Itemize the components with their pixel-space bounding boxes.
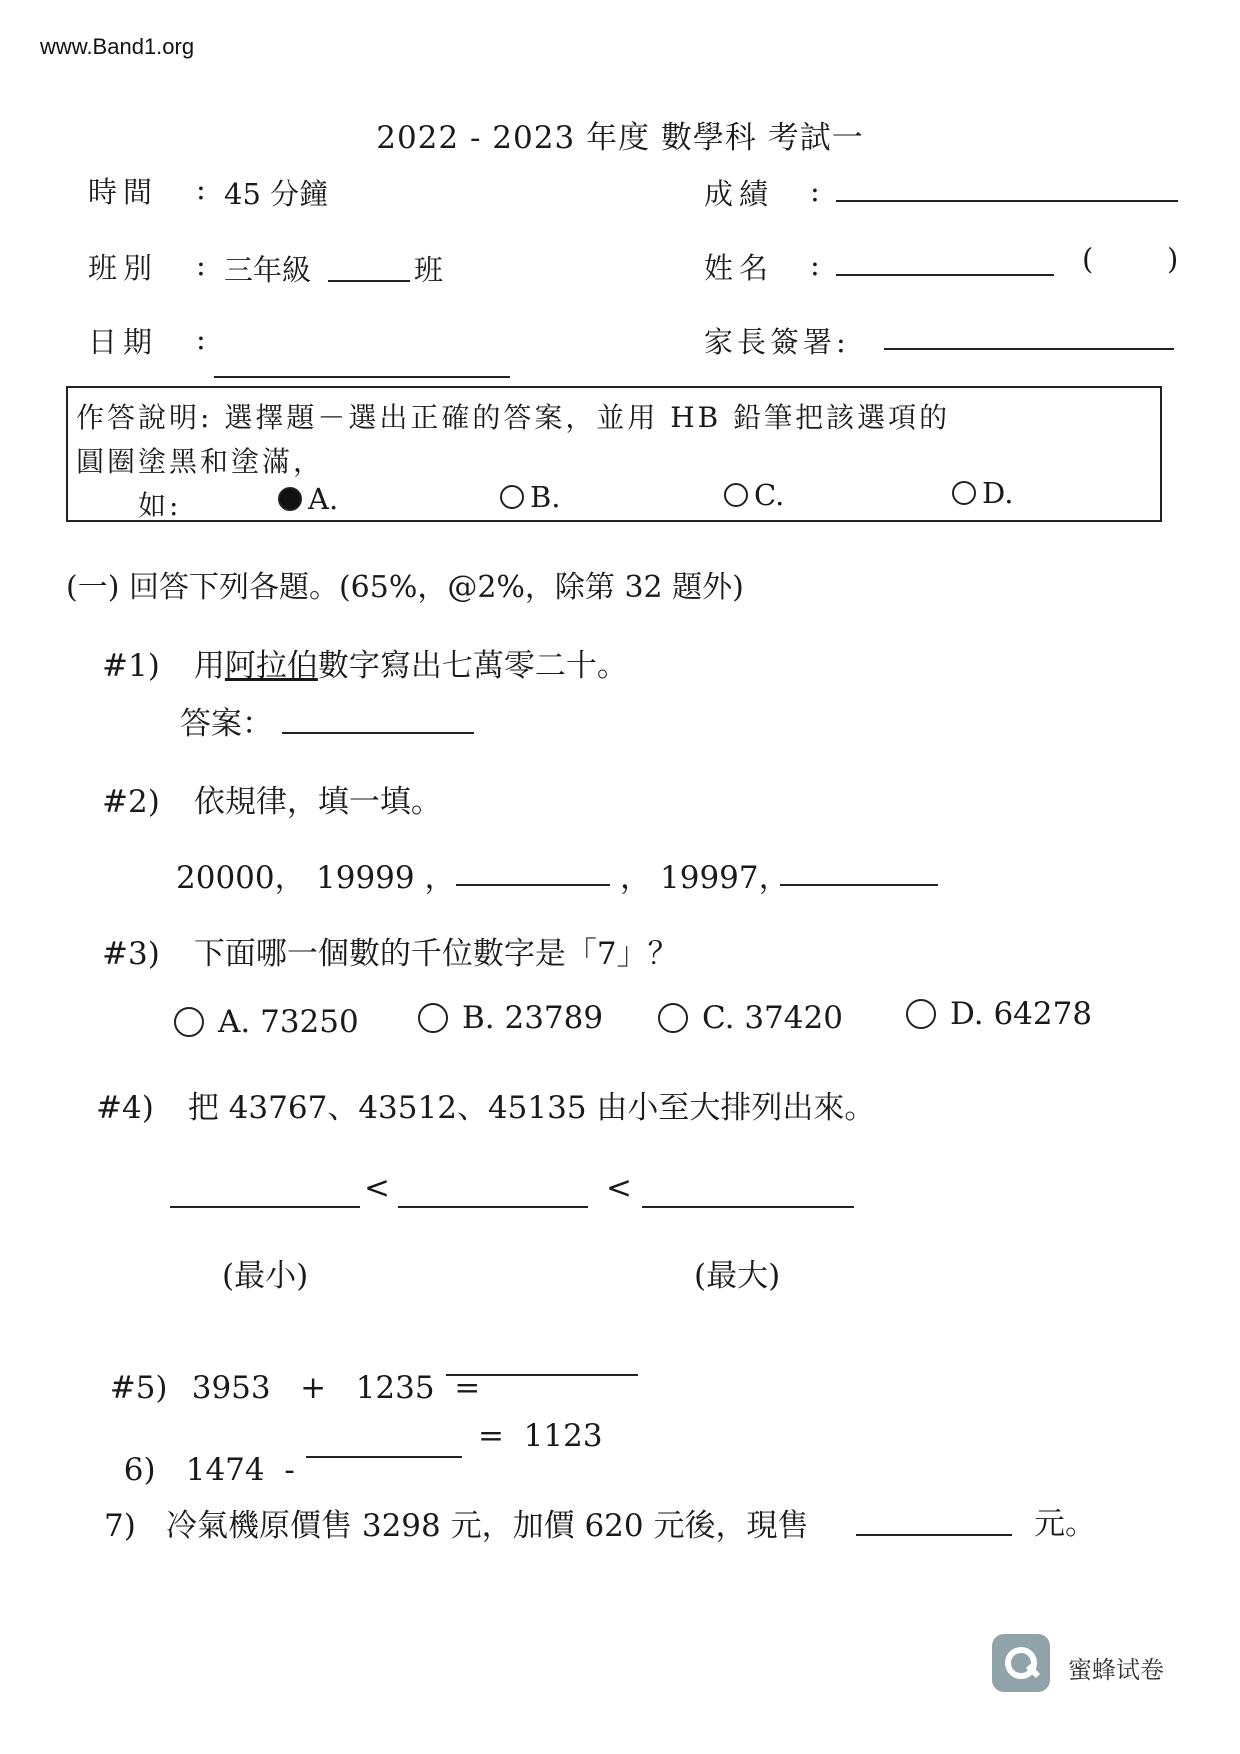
question-7-text: 冷氣機原價售 3298 元，加價 620 元後，現售 xyxy=(166,1508,809,1544)
example-option-b: B. xyxy=(500,480,561,514)
question-6-expression-pre: 1474 - xyxy=(185,1452,295,1488)
page-title: 2022 - 2023 年度 數學科 考試一 xyxy=(376,120,864,156)
example-option-c: C. xyxy=(724,478,784,512)
question-2-blank-1[interactable] xyxy=(456,884,610,886)
brand-name: 蜜蜂试卷 xyxy=(1068,1657,1164,1684)
score-label: 成績 xyxy=(704,177,775,211)
question-2-blank-2[interactable] xyxy=(780,884,938,886)
question-4-largest: (最大) xyxy=(694,1258,781,1294)
time-value: 45 分鐘 xyxy=(224,177,329,211)
name-line[interactable] xyxy=(836,274,1054,276)
section-heading: (一) 回答下列各題。(65%，@2%，除第 32 題外) xyxy=(66,570,744,605)
question-3-choice-c[interactable]: C. 37420 xyxy=(658,1000,843,1036)
time-colon: : xyxy=(196,172,206,206)
class-label: 班別 xyxy=(88,251,159,285)
class-suffix: 班 xyxy=(414,253,444,287)
question-1-answer-label: 答案： xyxy=(180,706,273,742)
question-5-expression: 3953 + 1235 = xyxy=(191,1370,481,1406)
question-7 xyxy=(104,1500,808,1545)
example-option-a: A. xyxy=(278,482,338,516)
question-4-text: 把 43767、43512、45135 由小至大排列出來。 xyxy=(187,1090,876,1126)
question-4-lt-1: < xyxy=(364,1170,390,1206)
question-2-text: 依規律，填一填。 xyxy=(193,784,442,820)
empty-circle-icon[interactable] xyxy=(174,1007,204,1037)
class-line[interactable] xyxy=(328,280,410,282)
question-4-blank-1[interactable] xyxy=(170,1206,360,1208)
name-colon: : xyxy=(810,248,820,282)
question-5-answer-line[interactable] xyxy=(446,1374,638,1376)
empty-circle-icon xyxy=(724,483,748,507)
date-line[interactable] xyxy=(214,376,510,378)
empty-circle-icon xyxy=(500,485,524,509)
question-3-text: 下面哪一個數的千位數字是「7」？ xyxy=(193,936,679,972)
question-4-blank-2[interactable] xyxy=(398,1206,588,1208)
instructions-line1: 作答說明: 選擇題－選出正確的答案，並用 HB 鉛筆把該選項的 xyxy=(76,401,951,434)
question-2-number: #2) xyxy=(102,784,160,820)
score-line[interactable] xyxy=(836,200,1178,202)
question-4-blank-3[interactable] xyxy=(642,1206,854,1208)
question-1-number: #1) xyxy=(102,648,160,684)
question-2 xyxy=(102,776,442,821)
parent-sign-line[interactable] xyxy=(884,348,1174,350)
question-5-number: #5) xyxy=(109,1370,168,1406)
question-7-answer-line[interactable] xyxy=(856,1534,1012,1536)
empty-circle-icon[interactable] xyxy=(658,1003,688,1033)
question-3-choice-b[interactable]: B. 23789 xyxy=(418,1000,603,1036)
question-1 xyxy=(102,640,628,685)
question-6-answer-line[interactable] xyxy=(306,1456,462,1458)
parent-sign-label: 家長簽署: xyxy=(704,325,850,359)
example-label: 如: xyxy=(138,489,182,522)
filled-circle-icon xyxy=(278,487,302,511)
question-7-number: 7) xyxy=(104,1508,136,1544)
site-url: www.Band1.org xyxy=(40,34,195,59)
question-5 xyxy=(90,1334,480,1406)
name-label: 姓名 xyxy=(704,251,775,285)
question-2-seq-2: 19999 ， xyxy=(316,860,456,896)
time-label: 時間 xyxy=(88,175,159,209)
question-3-number: #3) xyxy=(102,936,160,972)
question-1-text-underlined: 阿拉伯 xyxy=(224,648,318,684)
class-colon: : xyxy=(196,248,206,282)
question-2-seq-1: 20000， xyxy=(176,860,306,896)
question-4-smallest: (最小) xyxy=(222,1258,309,1294)
question-7-unit: 元。 xyxy=(1034,1506,1096,1542)
class-prefix: 三年級 xyxy=(224,253,312,287)
class-number-paren: ( ) xyxy=(1082,242,1179,276)
date-label: 日期 xyxy=(88,325,159,359)
question-1-text-post: 數字寫出七萬零二十。 xyxy=(317,648,628,684)
question-2-seq-4: 19997， xyxy=(660,860,790,896)
question-3-choice-d[interactable]: D. 64278 xyxy=(906,996,1092,1032)
score-colon: : xyxy=(810,174,820,208)
empty-circle-icon xyxy=(952,481,976,505)
example-option-d: D. xyxy=(952,476,1013,510)
question-2-seq-3: ， xyxy=(620,860,651,896)
question-3 xyxy=(102,928,679,973)
instructions-line2: 圓圈塗黑和塗滿， xyxy=(76,445,325,478)
question-1-answer-line[interactable] xyxy=(282,732,474,734)
question-3-choice-a[interactable]: A. 73250 xyxy=(174,1004,359,1040)
question-4 xyxy=(96,1082,875,1127)
question-6-expression-post: = 1123 xyxy=(478,1418,603,1454)
question-6-number: 6) xyxy=(123,1452,156,1488)
instructions-box xyxy=(66,386,1162,522)
brand-logo-icon xyxy=(992,1634,1050,1692)
question-6 xyxy=(104,1416,295,1488)
date-colon: : xyxy=(196,322,206,356)
empty-circle-icon[interactable] xyxy=(418,1003,448,1033)
question-4-number: #4) xyxy=(96,1090,154,1126)
question-4-lt-2: < xyxy=(606,1170,632,1206)
empty-circle-icon[interactable] xyxy=(906,999,936,1029)
question-1-text-pre: 用 xyxy=(193,648,225,684)
